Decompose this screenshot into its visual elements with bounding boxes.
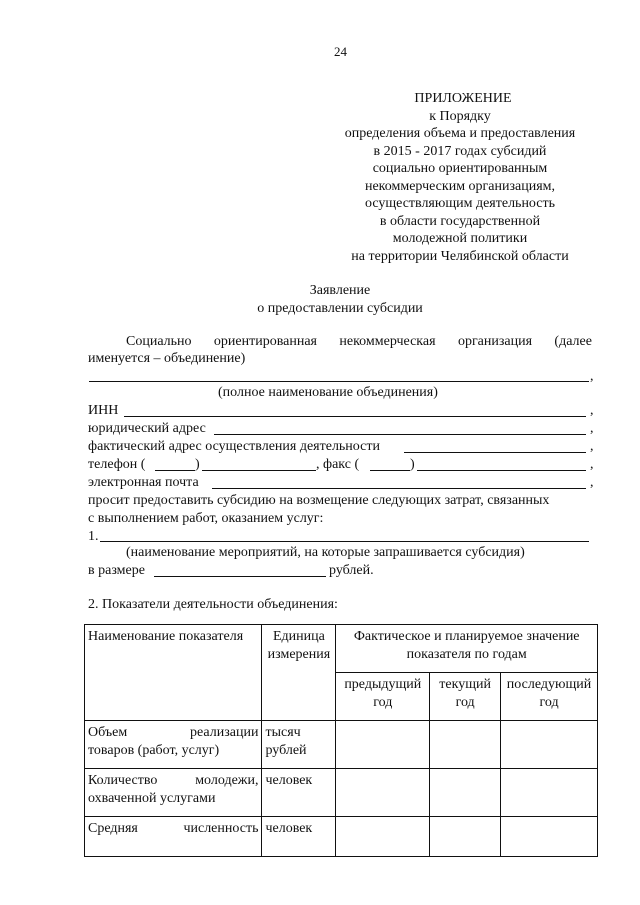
phone-number-field[interactable] xyxy=(202,470,316,471)
inn-field[interactable] xyxy=(124,416,586,417)
appendix-line: определения объема и предоставления xyxy=(344,126,576,141)
comma: , xyxy=(590,369,594,384)
header-previous-year xyxy=(336,673,430,721)
amount-label: в размере xyxy=(88,563,145,578)
indicator-name xyxy=(85,817,262,857)
fax-label: , факс ( xyxy=(316,457,360,472)
header-next-year xyxy=(501,673,598,721)
indicators-table xyxy=(84,624,598,857)
paren: ) xyxy=(195,457,200,472)
phone-label: телефон ( xyxy=(88,457,146,472)
indicator-unit xyxy=(262,769,336,817)
comma: , xyxy=(590,403,594,418)
amount-field[interactable] xyxy=(154,576,326,577)
comma: , xyxy=(590,475,594,490)
heading-line2: о предоставлении субсидии xyxy=(257,300,423,316)
intro-word: (далее xyxy=(554,334,592,349)
intro-word: ориентированная xyxy=(213,334,317,349)
section2-title: 2. Показатели деятельности объединения: xyxy=(88,597,338,612)
indicator-unit-line: человек xyxy=(265,773,313,788)
value-current-year[interactable] xyxy=(430,817,501,857)
intro-word: некоммерческая xyxy=(339,334,436,349)
phone-code-field[interactable] xyxy=(155,470,195,471)
appendix-title: ПРИЛОЖЕНИЕ xyxy=(414,91,512,106)
email-field[interactable] xyxy=(212,488,586,489)
table-row xyxy=(85,769,598,817)
value-current-year[interactable] xyxy=(430,721,501,769)
intro-line2: именуется – объединение) xyxy=(88,351,246,366)
header-unit-line: Единица xyxy=(272,629,325,644)
appendix-line: осуществляющим деятельность xyxy=(364,196,556,211)
indicator-name xyxy=(85,769,262,817)
header-current-year-line: текущий xyxy=(439,677,491,692)
indicator-name-line xyxy=(88,724,258,742)
intro-word: Социально xyxy=(126,334,192,349)
inn-label: ИНН xyxy=(88,403,119,418)
indicator-unit-line: рублей xyxy=(265,743,307,758)
header-previous-year-line: предыдущий xyxy=(344,677,422,692)
appendix-line: в области государственной xyxy=(379,213,541,229)
full-name-field[interactable] xyxy=(89,381,589,382)
indicator-word: Объем xyxy=(88,725,128,740)
appendix-line: некоммерческим организациям, xyxy=(364,178,556,194)
value-current-year[interactable] xyxy=(430,769,501,817)
value-previous-year[interactable] xyxy=(336,817,430,857)
appendix-line: на территории Челябинской области xyxy=(351,248,569,264)
activities-caption: (наименование мероприятий, на которые запрашивается субсидия) xyxy=(126,545,525,560)
table-row xyxy=(85,721,598,769)
paren: ) xyxy=(410,457,415,472)
indicator-name xyxy=(85,721,262,769)
indicator-name-line: охваченной услугами xyxy=(88,791,216,806)
value-next-year[interactable] xyxy=(501,721,598,769)
fax-number-field[interactable] xyxy=(417,470,586,471)
intro-line1 xyxy=(126,333,592,351)
header-next-year-line: последующий xyxy=(506,677,592,692)
header-current-year-line: год xyxy=(455,695,475,710)
comma: , xyxy=(590,421,594,436)
indicator-unit xyxy=(262,817,336,857)
value-next-year[interactable] xyxy=(501,769,598,817)
header-previous-year-line: год xyxy=(373,695,393,710)
appendix-line: молодежной политики xyxy=(392,231,528,246)
indicator-word: молодежи, xyxy=(195,773,259,788)
actual-address-label: фактический адрес осуществления деятельности xyxy=(88,439,380,454)
item-number: 1. xyxy=(88,529,99,544)
legal-address-label: юридический адрес xyxy=(88,421,206,436)
header-unit xyxy=(262,625,336,721)
value-previous-year[interactable] xyxy=(336,721,430,769)
legal-address-field[interactable] xyxy=(214,434,586,435)
request-line1: просит предоставить субсидию на возмещение следующих затрат, связанных xyxy=(88,493,550,508)
header-fact-plan-line: показателя по годам xyxy=(406,647,527,662)
indicator-word: Количество xyxy=(88,773,158,788)
table-row xyxy=(85,817,598,857)
value-next-year[interactable] xyxy=(501,817,598,857)
header-indicator xyxy=(85,625,262,721)
intro-word: организация xyxy=(457,334,533,349)
indicator-word: реализации xyxy=(190,725,259,740)
comma: , xyxy=(590,457,594,472)
activities-field[interactable] xyxy=(100,541,589,542)
appendix-block xyxy=(320,90,600,265)
amount-unit: рублей. xyxy=(329,563,374,578)
header-current-year xyxy=(430,673,501,721)
header-next-year-line: год xyxy=(539,695,559,710)
indicator-name-line: товаров (работ, услуг) xyxy=(88,743,220,758)
request-line2: с выполнением работ, оказанием услуг: xyxy=(88,511,324,526)
indicator-unit-line: человек xyxy=(265,821,313,836)
indicator-word: численность xyxy=(183,821,259,836)
appendix-line: к Порядку xyxy=(429,108,491,124)
indicator-name-line xyxy=(88,772,258,790)
heading-line1: Заявление xyxy=(309,283,371,298)
actual-address-field[interactable] xyxy=(404,452,586,453)
appendix-line: социально ориентированным xyxy=(372,161,548,176)
page-number: 24 xyxy=(334,44,347,59)
comma: , xyxy=(590,439,594,454)
email-label: электронная почта xyxy=(88,475,199,490)
value-previous-year[interactable] xyxy=(336,769,430,817)
header-fact-plan-line: Фактическое и планируемое значение xyxy=(353,629,580,644)
appendix-line: в 2015 - 2017 годах субсидий xyxy=(373,143,547,159)
indicator-unit-line: тысяч xyxy=(265,725,301,740)
indicator-unit xyxy=(262,721,336,769)
indicator-name-line xyxy=(88,820,258,838)
document-heading xyxy=(80,282,600,317)
fax-code-field[interactable] xyxy=(370,470,410,471)
header-fact-plan xyxy=(336,625,598,673)
header-indicator-text: Наименование показателя xyxy=(88,629,244,644)
header-unit-line: измерения xyxy=(267,647,331,662)
full-name-caption: (полное наименование объединения) xyxy=(218,385,438,400)
indicator-word: Средняя xyxy=(88,821,138,836)
